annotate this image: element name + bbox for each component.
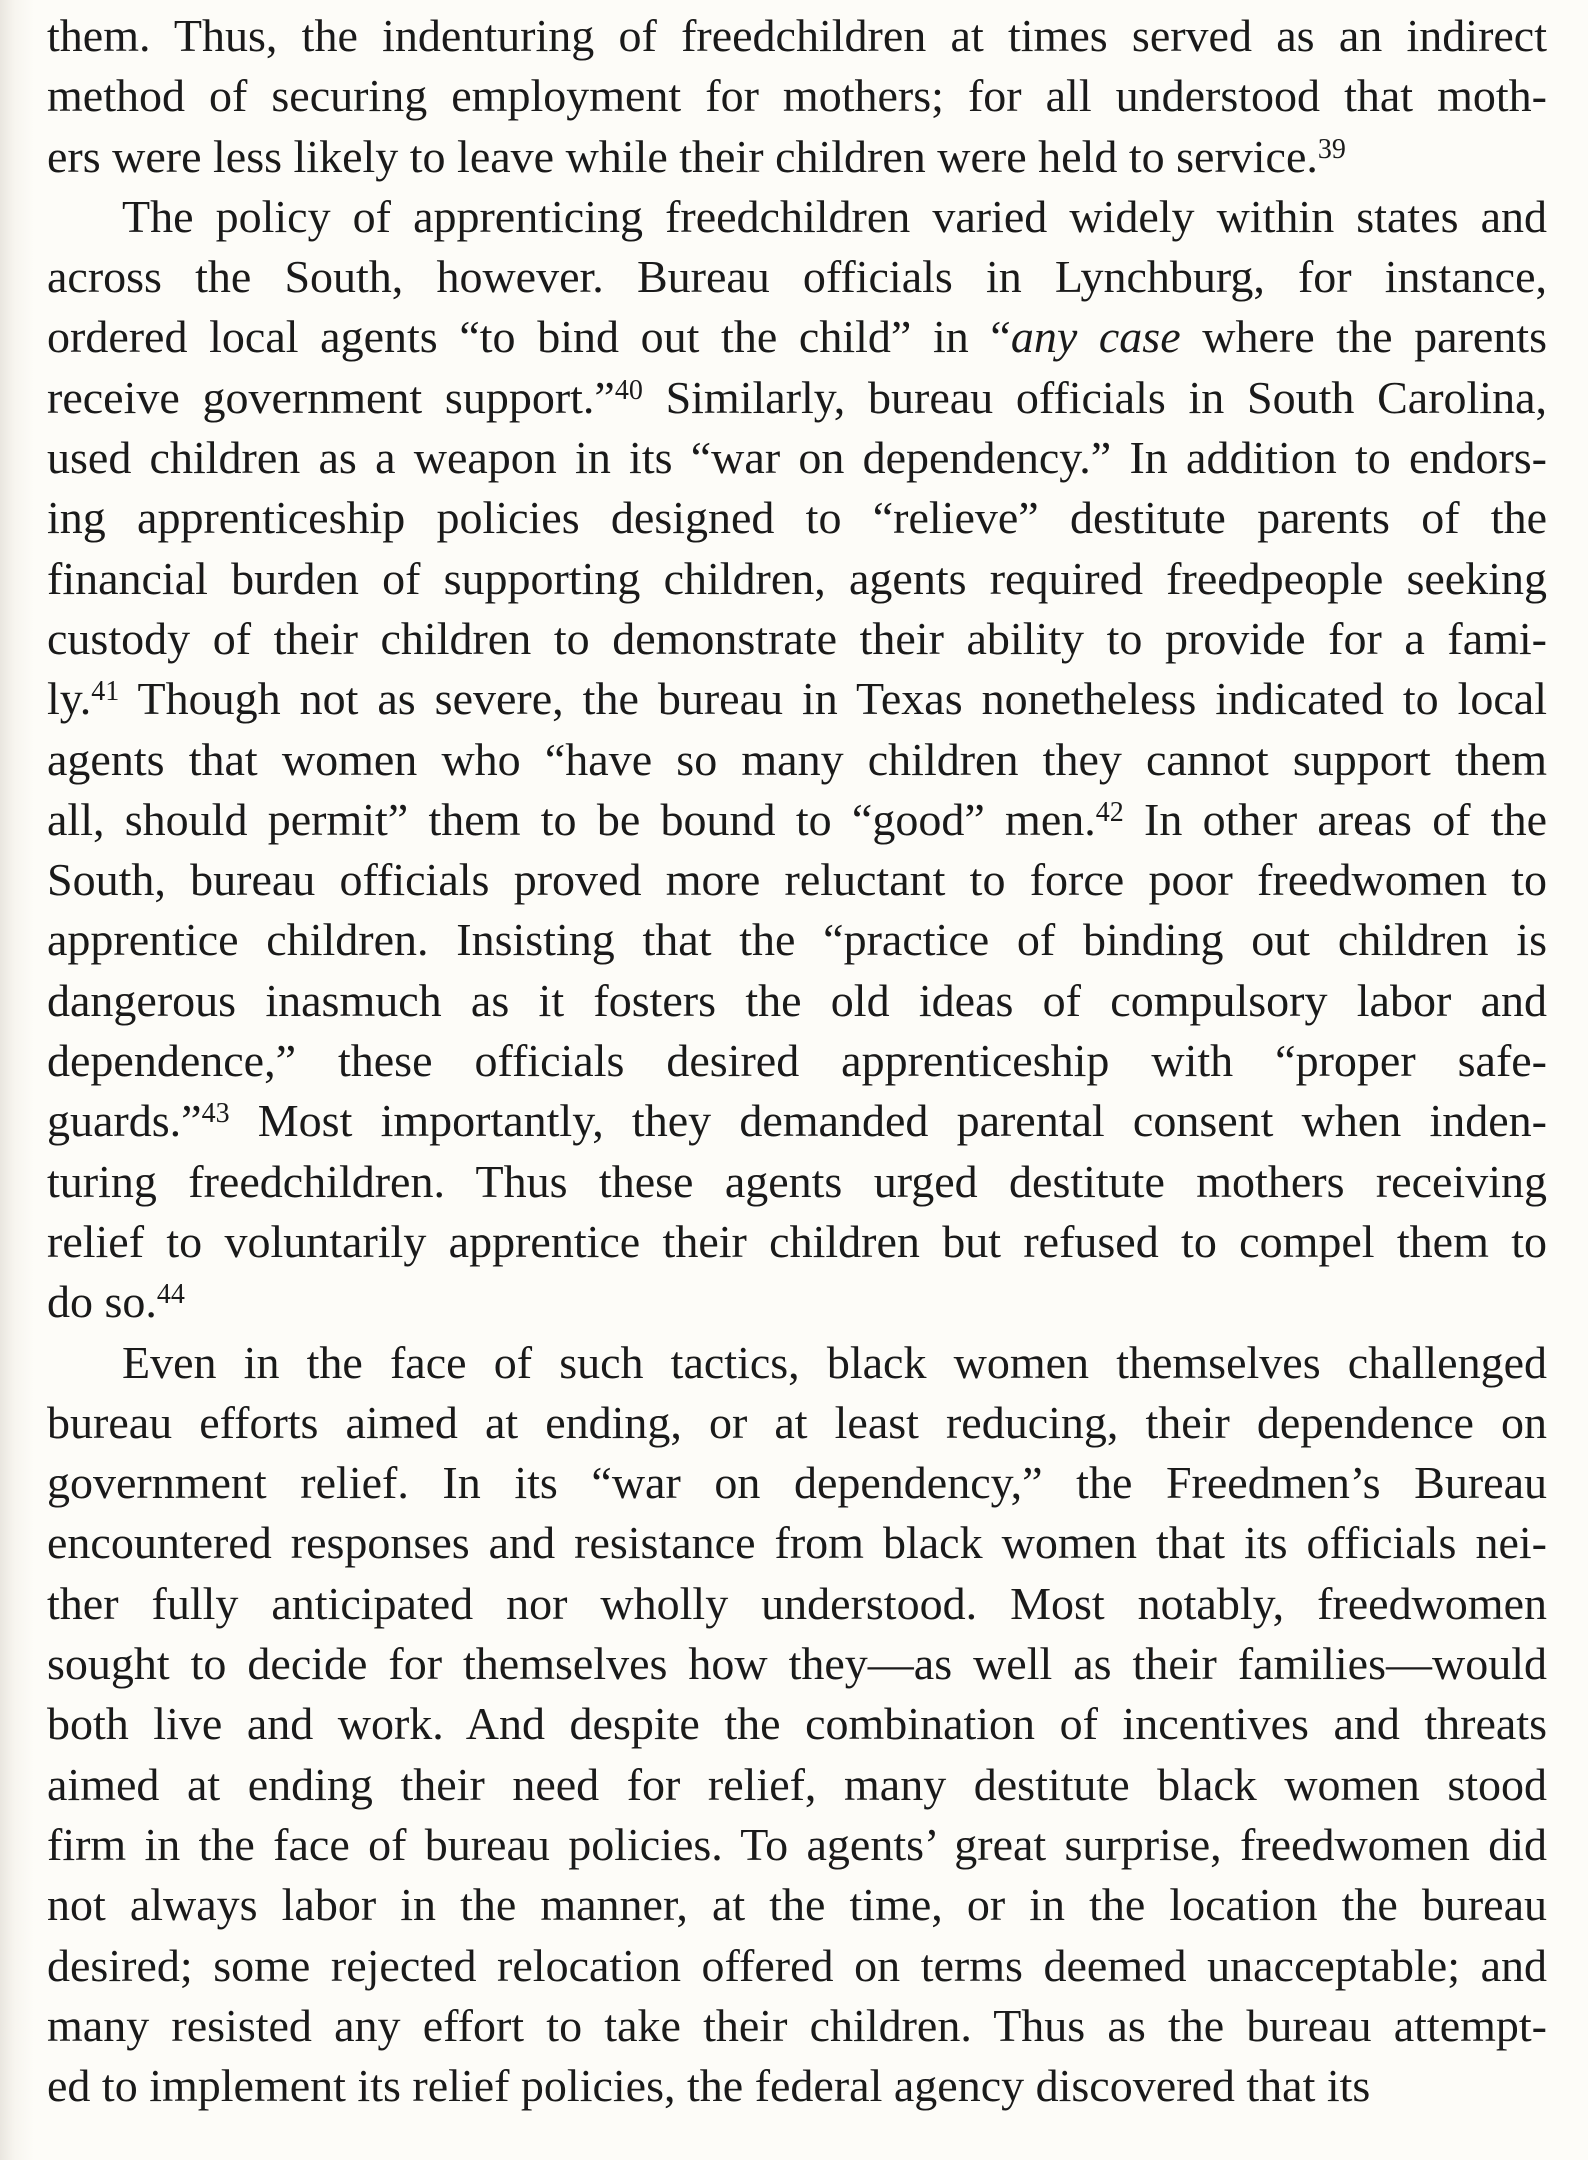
- text-line: [47, 1212, 1547, 1272]
- text-segment: dangerous inasmuch as it fosters the old ideas of compulsory labor and: [47, 974, 1547, 1026]
- text-line: [47, 2056, 1547, 2116]
- text-segment: The policy of apprenticing freedchildren varied widely within states and: [122, 190, 1547, 242]
- text-line: [47, 1755, 1547, 1815]
- text-line: [47, 1634, 1547, 1694]
- text-line: [47, 187, 1547, 247]
- text-line: [47, 790, 1547, 850]
- text-line: [47, 127, 1547, 187]
- text-segment: across the South, however. Bureau officials in Lynchburg, for instance,: [47, 251, 1547, 303]
- text-segment: ly.: [47, 673, 92, 725]
- text-line: [47, 910, 1547, 970]
- text-segment: do so.: [47, 1276, 157, 1328]
- text-segment: receive government support.”: [47, 371, 615, 423]
- text-segment: method of securing employment for mothers; for all understood that moth-: [47, 70, 1547, 122]
- text-segment: custody of their children to demonstrate their ability to provide for a fami-: [47, 612, 1547, 664]
- text-line: [47, 1152, 1547, 1212]
- footnote-marker: 41: [91, 676, 120, 708]
- text-segment: dependence,” these officials desired apprenticeship with “proper safe-: [47, 1035, 1547, 1087]
- text-line: [47, 1333, 1547, 1393]
- text-line: [47, 66, 1547, 126]
- text-line: [47, 1513, 1547, 1573]
- text-segment: both live and work. And despite the combination of incentives and threats: [47, 1698, 1547, 1750]
- text-line: [47, 1815, 1547, 1875]
- text-line: [47, 669, 1547, 729]
- text-segment: not always labor in the manner, at the time, or in the location the bureau: [47, 1879, 1547, 1931]
- text-segment: agents that women who “have so many children they cannot support them: [47, 733, 1547, 785]
- text-line: [47, 1875, 1547, 1935]
- text-line: [47, 488, 1547, 548]
- footnote-marker: 42: [1095, 796, 1124, 828]
- text-segment: aimed at ending their need for relief, many destitute black women stood: [47, 1758, 1547, 1810]
- text-segment: bureau efforts aimed at ending, or at least reducing, their dependence on: [47, 1396, 1547, 1448]
- text-line: [47, 730, 1547, 790]
- text-segment: ed to implement its relief policies, the federal agency discovered that its: [47, 2060, 1371, 2112]
- text-segment: ordered local agents “to bind out the child” in “: [47, 311, 1011, 363]
- text-segment: used children as a weapon in its “war on dependency.” In addition to endors-: [47, 432, 1547, 484]
- text-line: [47, 1393, 1547, 1453]
- text-segment: South, bureau officials proved more reluctant to force poor freedwomen to: [47, 854, 1547, 906]
- footnote-marker: 39: [1317, 133, 1346, 165]
- body-text: [47, 6, 1547, 2116]
- text-segment: firm in the face of bureau policies. To agents’ great surprise, freedwomen did: [47, 1818, 1547, 1870]
- footnote-marker: 43: [201, 1098, 230, 1130]
- text-line: [47, 428, 1547, 488]
- text-segment: turing freedchildren. Thus these agents urged destitute mothers receiving: [47, 1155, 1547, 1207]
- text-segment: Though not as severe, the bureau in Texas nonetheless indicated to local: [119, 673, 1547, 725]
- text-segment: where the parents: [1180, 311, 1547, 363]
- text-line: [47, 1453, 1547, 1513]
- text-segment: ther fully anticipated nor wholly understood. Most notably, freedwomen: [47, 1577, 1547, 1629]
- text-line: [47, 1996, 1547, 2056]
- footnote-marker: 40: [614, 374, 643, 406]
- paragraph: [47, 1333, 1547, 2117]
- text-line: [47, 1272, 1547, 1332]
- text-segment: government relief. In its “war on dependency,” the Freedmen’s Bureau: [47, 1457, 1547, 1509]
- text-line: [47, 850, 1547, 910]
- text-segment: guards.”: [47, 1095, 202, 1147]
- text-segment: desired; some rejected relocation offered on terms deemed unacceptable; and: [47, 1939, 1547, 1991]
- text-segment: sought to decide for themselves how they—as well as their families—would: [47, 1638, 1547, 1690]
- text-segment: many resisted any effort to take their children. Thus as the bureau attempt-: [47, 1999, 1547, 2051]
- text-segment: them. Thus, the indenturing of freedchildren at times served as an indirect: [47, 10, 1547, 61]
- text-segment: ers were less likely to leave while their children were held to service.: [47, 130, 1318, 182]
- paragraph: [47, 187, 1547, 1333]
- text-segment: Similarly, bureau officials in South Carolina,: [642, 371, 1547, 423]
- text-segment: financial burden of supporting children, agents required freedpeople seeking: [47, 552, 1547, 604]
- text-segment: ing apprenticeship policies designed to “relieve” destitute parents of the: [47, 492, 1547, 544]
- text-segment: Most importantly, they demanded parental consent when inden-: [229, 1095, 1547, 1147]
- text-line: [47, 549, 1547, 609]
- text-line: [47, 609, 1547, 669]
- text-line: [47, 1031, 1547, 1091]
- text-segment: encountered responses and resistance from black women that its officials nei-: [47, 1517, 1547, 1569]
- text-line: [47, 1574, 1547, 1634]
- text-line: [47, 307, 1547, 367]
- text-segment: Even in the face of such tactics, black women themselves challenged: [122, 1336, 1547, 1388]
- text-line: [47, 1091, 1547, 1151]
- italic-text: any case: [1010, 311, 1181, 363]
- text-segment: In other areas of the: [1123, 793, 1547, 845]
- text-line: [47, 1694, 1547, 1754]
- text-line: [47, 6, 1547, 66]
- text-line: [47, 971, 1547, 1031]
- text-line: [47, 368, 1547, 428]
- text-segment: relief to voluntarily apprentice their children but refused to compel them to: [47, 1215, 1547, 1267]
- text-segment: apprentice children. Insisting that the “practice of binding out children is: [47, 914, 1547, 966]
- footnote-marker: 44: [156, 1279, 185, 1311]
- paragraph: [47, 6, 1547, 187]
- text-segment: all, should permit” them to be bound to “good” men.: [47, 793, 1096, 845]
- text-line: [47, 1936, 1547, 1996]
- text-line: [47, 247, 1547, 307]
